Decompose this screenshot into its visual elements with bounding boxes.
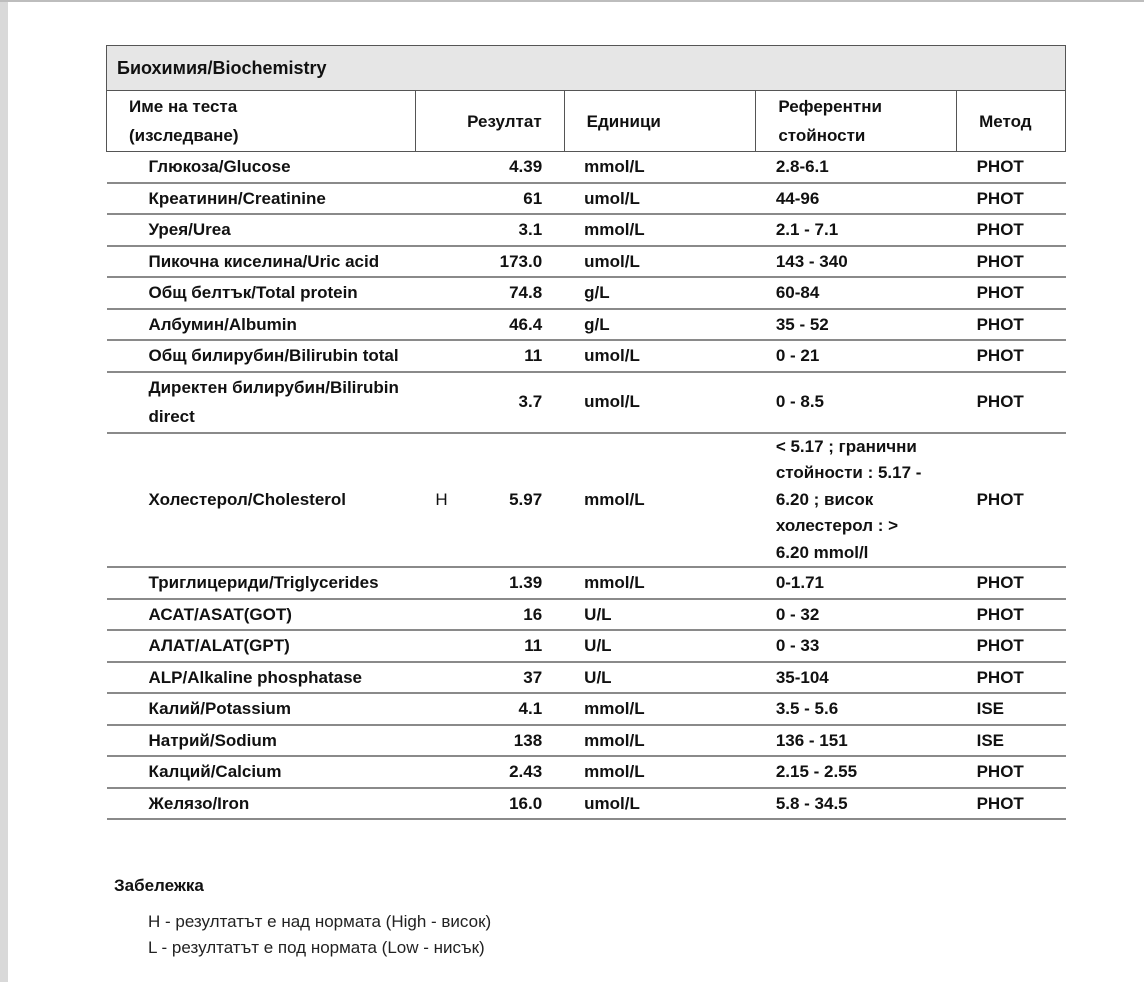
units: g/L (564, 309, 756, 341)
table-row (107, 725, 1066, 757)
method: PHOT (957, 152, 1066, 183)
units: mmol/L (564, 693, 756, 725)
reference-range: 0 - 21 (756, 340, 957, 372)
method: PHOT (957, 756, 1066, 788)
units: umol/L (564, 788, 756, 820)
header-units: Единици (564, 91, 756, 152)
units: mmol/L (564, 214, 756, 246)
result: 74.8 (415, 277, 564, 309)
result: 173.0 (415, 246, 564, 278)
header-method: Метод (957, 91, 1066, 152)
method: PHOT (957, 277, 1066, 309)
result: 4.1 (415, 693, 564, 725)
test-name: Холестерол/Cholesterol (107, 433, 416, 568)
table-row (107, 183, 1066, 215)
section-title: Биохимия/Biochemistry (107, 46, 1066, 91)
method: PHOT (957, 340, 1066, 372)
result: 138 (415, 725, 564, 757)
test-name: Креатинин/Creatinine (107, 183, 416, 215)
table-row (107, 214, 1066, 246)
reference-range: 0 - 32 (756, 599, 957, 631)
test-name: Общ билирубин/Bilirubin total (107, 340, 416, 372)
reference-range: 35-104 (756, 662, 957, 694)
test-name: Пикочна киселина/Uric acid (107, 246, 416, 278)
units: umol/L (564, 372, 756, 433)
method: ISE (957, 693, 1066, 725)
result-value: 5.97 (509, 490, 543, 509)
units: g/L (564, 277, 756, 309)
method: PHOT (957, 309, 1066, 341)
method: PHOT (957, 567, 1066, 599)
reference-range: 136 - 151 (756, 725, 957, 757)
table-row (107, 372, 1066, 433)
table-row (107, 788, 1066, 820)
table-row (107, 630, 1066, 662)
table-row (107, 599, 1066, 631)
header-reference: Референтни стойности (756, 91, 957, 152)
header-result: Резултат (415, 91, 564, 152)
table-row (107, 152, 1066, 183)
method: PHOT (957, 183, 1066, 215)
page-top-border (0, 0, 1144, 2)
units: U/L (564, 599, 756, 631)
method: PHOT (957, 599, 1066, 631)
units: umol/L (564, 183, 756, 215)
method: ISE (957, 725, 1066, 757)
test-name: Желязо/Iron (107, 788, 416, 820)
method: PHOT (957, 372, 1066, 433)
note-line-low: L - резултатът е под нормата (Low - нисък) (148, 938, 485, 957)
reference-range: 3.5 - 5.6 (756, 693, 957, 725)
test-name: Калий/Potassium (107, 693, 416, 725)
table-row (107, 246, 1066, 278)
units: mmol/L (564, 152, 756, 183)
test-name: Калций/Calcium (107, 756, 416, 788)
units: umol/L (564, 246, 756, 278)
reference-range: 44-96 (756, 183, 957, 215)
reference-range: 5.8 - 34.5 (756, 788, 957, 820)
table-row (107, 309, 1066, 341)
units: U/L (564, 662, 756, 694)
table-row (107, 277, 1066, 309)
result: 46.4 (415, 309, 564, 341)
units: mmol/L (564, 433, 756, 568)
units: mmol/L (564, 756, 756, 788)
header-test-name: Име на теста (изследване) (107, 91, 416, 152)
test-name: Директен билирубин/Bilirubin direct (107, 372, 416, 433)
result: 16 (415, 599, 564, 631)
reference-range: 143 - 340 (756, 246, 957, 278)
result: 2.43 (415, 756, 564, 788)
table-row (107, 662, 1066, 694)
reference-range: 0 - 33 (756, 630, 957, 662)
result: 11 (415, 630, 564, 662)
test-name: Триглицериди/Triglycerides (107, 567, 416, 599)
table-row (107, 756, 1066, 788)
result: 1.39 (415, 567, 564, 599)
units: mmol/L (564, 567, 756, 599)
flag-high: H (435, 490, 448, 509)
test-name: АЛАТ/ALAT(GPT) (107, 630, 416, 662)
test-name: Глюкоза/Glucose (107, 152, 416, 183)
reference-range: 60-84 (756, 277, 957, 309)
method: PHOT (957, 246, 1066, 278)
units: umol/L (564, 340, 756, 372)
reference-range: 35 - 52 (756, 309, 957, 341)
result: 11 (415, 340, 564, 372)
units: U/L (564, 630, 756, 662)
result: 61 (415, 183, 564, 215)
method: PHOT (957, 433, 1066, 568)
result: 3.1 (415, 214, 564, 246)
note-title: Забележка (114, 876, 204, 895)
table-row (107, 693, 1066, 725)
reference-range: 0 - 8.5 (756, 372, 957, 433)
test-name: Урея/Urea (107, 214, 416, 246)
test-name: Албумин/Albumin (107, 309, 416, 341)
test-name: Общ белтък/Total protein (107, 277, 416, 309)
test-name: ALP/Alkaline phosphatase (107, 662, 416, 694)
result: 16.0 (415, 788, 564, 820)
reference-range: < 5.17 ; гранични стойности : 5.17 - 6.20 ; висок холестерол : > 6.20 mmol/l (756, 433, 957, 568)
method: PHOT (957, 630, 1066, 662)
units: mmol/L (564, 725, 756, 757)
result (415, 433, 564, 568)
table-row (107, 433, 1066, 568)
reference-range: 2.15 - 2.55 (756, 756, 957, 788)
note-line-high: H - резултатът е над нормата (High - висок) (148, 912, 492, 931)
test-name: АСАТ/ASAT(GOT) (107, 599, 416, 631)
result: 4.39 (415, 152, 564, 183)
result: 37 (415, 662, 564, 694)
note-section (114, 876, 491, 961)
table-row (107, 567, 1066, 599)
test-name: Натрий/Sodium (107, 725, 416, 757)
table-row (107, 340, 1066, 372)
biochemistry-table (106, 45, 1066, 820)
page-edge (0, 0, 8, 982)
method: PHOT (957, 788, 1066, 820)
method: PHOT (957, 662, 1066, 694)
result: 3.7 (415, 372, 564, 433)
reference-range: 0-1.71 (756, 567, 957, 599)
method: PHOT (957, 214, 1066, 246)
reference-range: 2.8-6.1 (756, 152, 957, 183)
reference-range: 2.1 - 7.1 (756, 214, 957, 246)
